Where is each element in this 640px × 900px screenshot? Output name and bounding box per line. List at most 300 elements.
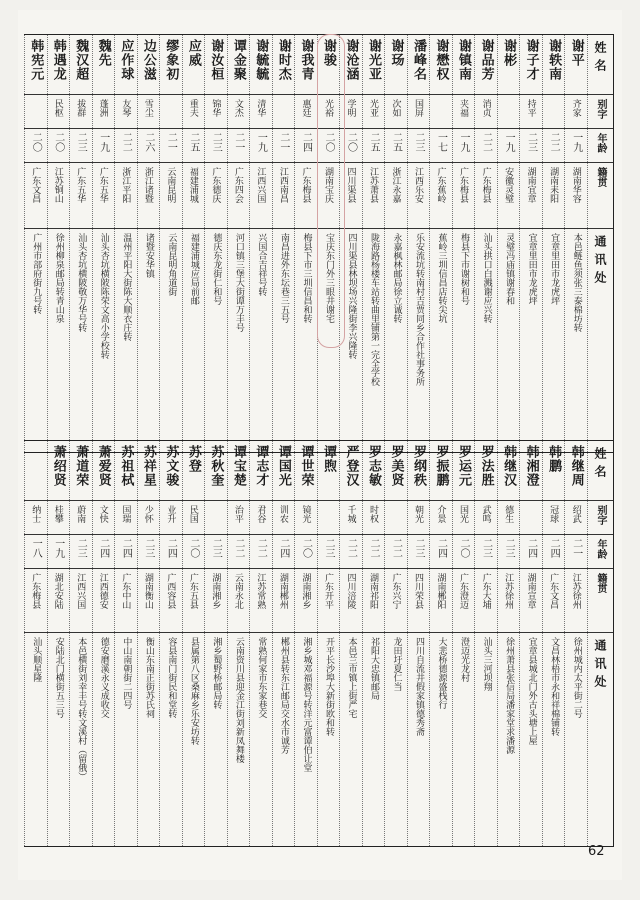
entry-alias	[160, 501, 183, 535]
entry-address-text: 河口镇三堡大街谭万丰号	[233, 233, 244, 332]
entry-age-text: 二二	[548, 132, 560, 152]
header-origin	[588, 163, 614, 229]
entry-name-text: 谭煦	[320, 445, 336, 473]
header-name-text: 姓名	[593, 447, 607, 483]
entry-address	[475, 229, 498, 453]
entry-origin-text: 广东澄迈	[458, 573, 469, 609]
header-name-text: 姓名	[593, 41, 607, 77]
entry-age-text: 二二	[390, 538, 402, 558]
entry-age	[47, 129, 70, 163]
entry-origin	[115, 569, 138, 633]
entry-alias	[317, 501, 340, 535]
entry-origin	[317, 569, 340, 633]
entry-address-text: 容县南门街民和堂转	[166, 637, 177, 718]
entry-name-text: 谭金聚	[230, 39, 246, 81]
entry-alias-text: 镜光	[300, 505, 311, 523]
entry-name	[362, 35, 385, 95]
header-address-text: 通讯处	[593, 235, 607, 289]
entry-origin-text: 广东德庆	[210, 167, 221, 203]
entry-age-text: 二四	[548, 538, 560, 558]
entry-address	[317, 633, 340, 847]
entry-address-text: 湘乡城邓福源号转洋元富谭伯让堂	[301, 637, 312, 772]
entry-address	[70, 633, 93, 847]
entry-address	[227, 229, 250, 453]
entry-origin	[92, 163, 115, 229]
entry-name	[407, 441, 430, 501]
entry-name	[160, 441, 183, 501]
entry-age	[182, 129, 205, 163]
entry-address-text: 梅县下市三圳信昌和转	[301, 233, 312, 323]
entry-origin-text: 江西南昌	[277, 167, 288, 203]
entry-alias-text: 蓬洲	[97, 99, 108, 117]
entry-origin	[475, 163, 498, 229]
entry-address	[362, 229, 385, 453]
entry-age-text: 二二	[232, 538, 244, 558]
entry-name	[272, 35, 295, 95]
entry-alias	[565, 501, 588, 535]
entry-age-text: 二二	[480, 132, 492, 152]
entry-alias	[250, 501, 273, 535]
entry-origin	[362, 569, 385, 633]
entry-age	[317, 535, 340, 569]
entry-age-text: 二三	[480, 538, 492, 558]
entry-name	[497, 441, 520, 501]
entry-origin-text: 江西兴国	[255, 167, 266, 203]
entry-name	[25, 35, 48, 95]
entry-alias-text: 齐家	[570, 99, 581, 117]
entry-age-text: 二〇	[300, 538, 312, 558]
entry-name	[475, 441, 498, 501]
entry-origin	[385, 569, 408, 633]
entry-age	[92, 129, 115, 163]
entry-address-text: 湘乡蜀野桥邮局转	[211, 637, 222, 709]
entry-name	[182, 35, 205, 95]
entry-name	[430, 35, 453, 95]
entry-alias-text: 次如	[390, 99, 401, 117]
entry-address-text: 汕头杏坑横陂陈荣文高小学校转	[98, 233, 109, 359]
entry-name	[227, 441, 250, 501]
entry-alias-text: 国瑞	[120, 505, 131, 523]
entry-alias	[385, 501, 408, 535]
entry-alias-text: 纳士	[30, 505, 41, 523]
entry-alias	[250, 95, 273, 129]
entry-name	[542, 35, 565, 95]
entry-name	[227, 35, 250, 95]
entry-origin	[70, 163, 93, 229]
entry-name-text: 谢品芳	[478, 39, 494, 81]
entry-origin-text: 湖北安陆	[52, 573, 63, 609]
entry-age-text: 二三	[525, 132, 537, 152]
entry-address-text: 文昌林梧市永和祥棉铺转	[549, 637, 560, 736]
entry-alias-text: 千城	[345, 505, 356, 523]
entry-age-text: 二一	[165, 132, 177, 152]
entry-origin-text: 湖南宣章	[525, 573, 536, 609]
entry-name	[385, 35, 408, 95]
entry-alias-text: 训农	[277, 505, 288, 523]
entry-address-text: 宝庆东门外三眼井谢宅	[323, 233, 334, 323]
entry-address-text: 德安磨溪永义成收交	[98, 637, 109, 718]
entry-origin	[452, 569, 475, 633]
entry-address-text: 兴国合吉祥号转	[256, 233, 267, 296]
entry-name-text: 谢玚	[388, 39, 404, 67]
entry-address-text: 徐州萧县张信局潘家堂求潘源	[504, 637, 515, 754]
entry-name	[250, 35, 273, 95]
entry-address-text: 梅县下市谢树和号	[459, 233, 470, 305]
entry-address	[272, 229, 295, 453]
entry-origin	[47, 569, 70, 633]
entry-address-text: 云南资川县迎金江街刘新凤舞楼	[233, 637, 244, 763]
entry-age-text: 二四	[435, 538, 447, 558]
entry-origin	[227, 163, 250, 229]
entry-alias-text: 重夫	[187, 99, 198, 117]
entry-name	[317, 441, 340, 501]
entry-origin	[182, 569, 205, 633]
entry-name-text: 韩继汉	[501, 445, 517, 487]
entry-age	[295, 535, 318, 569]
entry-name-text: 罗运元	[456, 445, 472, 487]
entry-origin-text: 广东大埔	[480, 573, 491, 609]
entry-age	[340, 535, 363, 569]
entry-origin	[295, 163, 318, 229]
entry-name	[340, 441, 363, 501]
entry-alias-text: 治平	[232, 505, 243, 523]
entry-name	[565, 441, 588, 501]
entry-address	[47, 633, 70, 847]
entry-alias-text: 夹福	[458, 99, 469, 117]
entry-origin-text: 江苏萧县	[367, 167, 378, 203]
entry-alias	[92, 95, 115, 129]
entry-alias	[182, 501, 205, 535]
entry-address	[227, 633, 250, 847]
entry-age-text: 二一	[277, 132, 289, 152]
entry-address-text: 永嘉枫林邮局徐立诚转	[391, 233, 402, 323]
entry-address-text: 中山南朝街二四号	[121, 637, 132, 709]
entry-name	[160, 35, 183, 95]
entry-origin	[250, 163, 273, 229]
entry-address-text: 安陆北门横街五三号	[53, 637, 64, 718]
entry-address-text: 宜章里田市龙虎坪	[526, 233, 537, 305]
entry-name-text: 罗法胜	[478, 445, 494, 487]
header-age-text: 年龄	[595, 539, 606, 559]
entry-alias-text: 友琴	[120, 99, 131, 117]
entry-address	[115, 229, 138, 453]
entry-address-text: 衡山东南正街苏氏祠	[143, 637, 154, 718]
entry-address-text: 汕头杏坑横陂敬万华号转	[76, 233, 87, 332]
entry-address	[137, 229, 160, 453]
entry-name	[520, 35, 543, 95]
entry-name	[92, 441, 115, 501]
entry-alias	[340, 95, 363, 129]
entry-origin-text: 湖南郴州	[277, 573, 288, 609]
alias-row	[25, 501, 614, 535]
entry-age	[497, 129, 520, 163]
entry-alias	[565, 95, 588, 129]
entry-origin-text: 广东梅县	[30, 573, 41, 609]
header-origin	[588, 569, 614, 633]
entry-origin	[295, 569, 318, 633]
entry-name-text: 韩继周	[568, 445, 584, 487]
entry-address-text: 诸暨安华镇	[143, 233, 154, 278]
entry-alias	[542, 95, 565, 129]
entry-alias	[227, 501, 250, 535]
entry-origin	[47, 163, 70, 229]
entry-address-text: 陇海路杨楼车站转曲里铺第一完全学校	[368, 233, 379, 386]
entry-origin-text: 广东文昌	[30, 167, 41, 203]
entry-address-text: 汕头三河坝翔	[481, 637, 492, 691]
entry-age	[115, 535, 138, 569]
entry-origin	[227, 569, 250, 633]
entry-origin-text: 湖南耒阳	[548, 167, 559, 203]
entry-name-text: 魏先	[95, 39, 111, 67]
entry-name-text: 萧道荣	[73, 445, 89, 487]
entry-origin	[520, 569, 543, 633]
entry-alias	[115, 501, 138, 535]
entry-age-text: 二三	[75, 538, 87, 558]
entry-origin-text: 浙江永嘉	[390, 167, 401, 203]
entry-origin	[497, 163, 520, 229]
entry-origin-text: 四川涪陵	[345, 573, 356, 609]
entry-address-text: 郴州县转东江邮局交水市诚芳	[278, 637, 289, 754]
entry-name	[25, 441, 48, 501]
entry-age-text: 二五	[390, 132, 402, 152]
entry-origin-text: 江西德安	[97, 573, 108, 609]
entry-alias	[452, 95, 475, 129]
entry-age-text: 二二	[345, 538, 357, 558]
entry-age-text: 一七	[435, 132, 447, 152]
entry-name-text: 谭宝楚	[230, 445, 246, 487]
age-row	[25, 535, 614, 569]
entry-age-text: 二二	[120, 132, 132, 152]
entry-age	[542, 535, 565, 569]
entry-address-text: 福建浦城应局前邮	[188, 233, 199, 305]
entry-age-text: 二四	[525, 538, 537, 558]
entry-age	[520, 129, 543, 163]
entry-alias-text: 学明	[345, 99, 356, 117]
entry-age	[497, 535, 520, 569]
entry-name-text: 谢懋权	[433, 39, 449, 81]
entry-age-text: 二〇	[187, 538, 199, 558]
entry-age	[137, 129, 160, 163]
entry-name	[565, 35, 588, 95]
entry-origin-text: 湖南湘乡	[300, 573, 311, 609]
entry-name	[92, 35, 115, 95]
entry-alias	[497, 95, 520, 129]
entry-origin	[160, 163, 183, 229]
entry-name-text: 苏祥星	[140, 445, 156, 487]
entry-address	[182, 229, 205, 453]
entry-address-text: 本邑横街刘幸丰号转文溪村（留俄）	[76, 637, 87, 781]
entry-age	[227, 129, 250, 163]
entry-origin	[340, 163, 363, 229]
entry-address-text: 大悲桥德源盛栈行	[436, 637, 447, 709]
entry-name	[295, 35, 318, 95]
entry-name-text: 谢沧涵	[343, 39, 359, 81]
entry-origin	[25, 569, 48, 633]
entry-alias-text: 民国	[187, 505, 198, 523]
entry-name	[362, 441, 385, 501]
entry-alias	[115, 95, 138, 129]
header-name	[588, 35, 614, 95]
entry-address-text: 温州平阳大街陈大顺衣庄转	[121, 233, 132, 341]
entry-origin-text: 广西容县	[165, 573, 176, 609]
entry-age	[272, 535, 295, 569]
page-number: 62	[588, 844, 605, 859]
entry-age	[205, 129, 228, 163]
entry-alias	[362, 501, 385, 535]
entry-origin	[407, 569, 430, 633]
entry-age	[340, 129, 363, 163]
entry-address	[340, 229, 363, 453]
entry-address	[497, 229, 520, 453]
entry-origin	[137, 569, 160, 633]
entry-age	[385, 129, 408, 163]
entry-name	[407, 35, 430, 95]
entry-address	[430, 633, 453, 847]
entry-address	[137, 633, 160, 847]
entry-name-text: 谢时杰	[275, 39, 291, 81]
header-alias	[588, 95, 614, 129]
header-address	[588, 229, 614, 453]
entry-address	[250, 633, 273, 847]
entry-age	[205, 535, 228, 569]
entry-origin	[385, 163, 408, 229]
entry-origin-text: 江苏常熟	[255, 573, 266, 609]
entry-age-text: 二三	[322, 538, 334, 558]
entry-name-text: 韩鹏	[546, 445, 562, 473]
entry-age-text: 一九	[503, 132, 515, 152]
entry-address-text: 宜章县城北门外古头塘上屋	[526, 637, 537, 745]
entry-address-text: 四川自流井假家镇德秀斋	[414, 637, 425, 736]
entry-name-text: 潘峰名	[411, 39, 427, 81]
entry-age	[407, 535, 430, 569]
entry-name	[182, 441, 205, 501]
entry-address	[205, 633, 228, 847]
entry-alias-text: 国光	[458, 505, 469, 523]
entry-address	[25, 633, 48, 847]
address-row	[25, 229, 614, 453]
entry-address-text: 徐州城内太平街二号	[571, 637, 582, 718]
entry-origin	[407, 163, 430, 229]
entry-origin-text: 安徽灵璧	[503, 167, 514, 203]
entry-address-text: 龙田圩夏仁当	[391, 637, 402, 691]
entry-origin	[317, 163, 340, 229]
entry-address	[115, 633, 138, 847]
entry-address	[340, 633, 363, 847]
entry-name-text: 缪象初	[163, 39, 179, 81]
entry-name	[475, 35, 498, 95]
entry-alias-text: 时权	[367, 505, 378, 523]
entry-origin	[565, 163, 588, 229]
entry-name	[137, 441, 160, 501]
entry-address	[497, 633, 520, 847]
entry-address	[272, 633, 295, 847]
entry-origin-text: 云南昆明	[165, 167, 176, 203]
entry-age	[47, 535, 70, 569]
entry-origin-text: 浙江平阳	[120, 167, 131, 203]
entry-address	[385, 633, 408, 847]
entry-name-text: 谭国光	[275, 445, 291, 487]
entry-origin-text: 湖南宜章	[525, 167, 536, 203]
entry-alias-text: 文快	[97, 505, 108, 523]
entry-alias	[430, 95, 453, 129]
entry-alias	[385, 95, 408, 129]
header-alias-text: 别字	[595, 99, 606, 119]
header-name	[588, 441, 614, 501]
entry-name	[385, 441, 408, 501]
entry-origin-text: 江苏徐州	[570, 573, 581, 609]
entry-address	[47, 229, 70, 453]
entry-address	[295, 229, 318, 453]
entry-origin	[430, 163, 453, 229]
entry-address	[520, 229, 543, 453]
entry-alias-text: 持平	[525, 99, 536, 117]
entry-origin-text: 广东中山	[120, 573, 131, 609]
entry-age-text: 二三	[210, 538, 222, 558]
entry-alias	[137, 95, 160, 129]
entry-alias-text: 蔚南	[75, 505, 86, 523]
entry-origin	[70, 569, 93, 633]
entry-origin-text: 江西兴国	[75, 573, 86, 609]
entry-alias-text: 介景	[435, 505, 446, 523]
entry-age-text: 二一	[570, 538, 582, 558]
entry-alias	[475, 95, 498, 129]
header-origin-text: 籍贯	[595, 167, 606, 187]
entry-name-text: 萧绍贤	[50, 445, 66, 487]
entry-alias	[272, 501, 295, 535]
entry-alias	[47, 501, 70, 535]
entry-age	[362, 535, 385, 569]
entry-address-text: 澄迈光龙村	[459, 637, 470, 682]
entry-alias	[542, 501, 565, 535]
entry-origin-text: 广东兴宁	[390, 573, 401, 609]
entry-age-text: 二〇	[30, 132, 42, 152]
entry-alias	[430, 501, 453, 535]
entry-age-text: 二四	[277, 538, 289, 558]
entry-address-text: 灵璧冯庙镇谢春和	[504, 233, 515, 305]
entry-age	[272, 129, 295, 163]
entry-address	[92, 633, 115, 847]
entry-age-text: 一九	[255, 132, 267, 152]
entry-age	[160, 129, 183, 163]
entry-name	[205, 35, 228, 95]
entry-address-text: 宜章里田市龙虎坪	[549, 233, 560, 305]
header-age-text: 年龄	[595, 133, 606, 153]
entry-alias	[295, 95, 318, 129]
entry-origin	[340, 569, 363, 633]
entry-name	[452, 441, 475, 501]
entry-origin-text: 福建浦城	[187, 167, 198, 203]
entry-name-text: 应威	[185, 39, 201, 67]
entry-name-text: 谭世荣	[298, 445, 314, 487]
entry-alias	[70, 95, 93, 129]
entry-origin-text: 湖南湘乡	[210, 573, 221, 609]
entry-name	[137, 35, 160, 95]
header-address-text: 通讯处	[593, 639, 607, 693]
entry-alias	[205, 95, 228, 129]
origin-row	[25, 569, 614, 633]
entry-alias	[520, 501, 543, 535]
entry-origin	[272, 163, 295, 229]
entry-address	[565, 633, 588, 847]
entry-age-text: 二二	[367, 538, 379, 558]
entry-name	[295, 441, 318, 501]
entry-name-text: 韩遇龙	[50, 39, 66, 81]
entry-age	[475, 535, 498, 569]
entry-alias	[272, 95, 295, 129]
entry-age	[115, 129, 138, 163]
entry-age-text: 一九	[458, 132, 470, 152]
alias-row	[25, 95, 614, 129]
